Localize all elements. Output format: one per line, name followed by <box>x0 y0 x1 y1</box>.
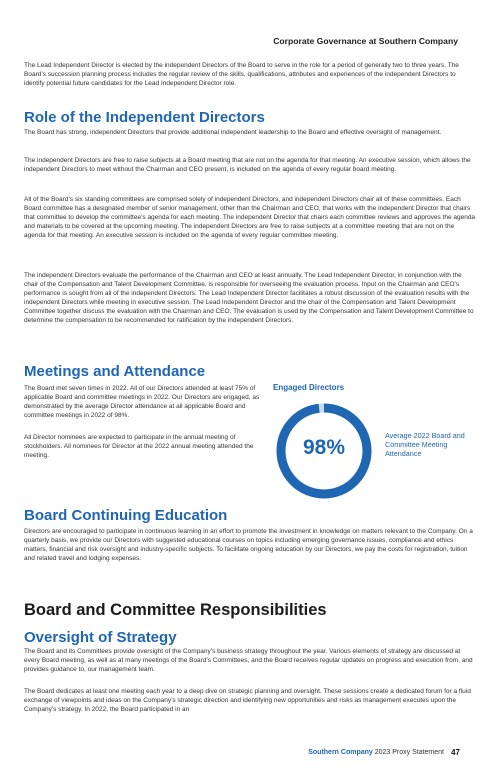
meetings-heading: Meetings and Attendance <box>24 363 206 380</box>
engaged-directors-title: Engaged Directors <box>273 383 345 392</box>
meetings-paragraph-1: The Board met seven times in 2022. All of our Directors attended at least 75% of applicable Board and committee meetings in 2022. Our Directors are engaged, as demonstrated by the average Director attendance at all applicable Board and committee meetings in 2022 of 98%. <box>24 385 260 419</box>
strategy-heading: Oversight of Strategy <box>24 629 177 646</box>
strategy-paragraph-2: The Board dedicates at least one meeting each year to a deep dive on strategic planning and oversight. These sessions create a dedicated forum for a fluid exchange of viewpoints and ideas on the Company’s strategic direction and identifying new opportunities and risks as management executes upon the Company’s strategy. In 2022, the Board participated in an <box>24 688 471 713</box>
footer-doc: 2023 Proxy Statement <box>374 749 444 756</box>
attendance-percent: 98% <box>302 436 346 459</box>
role-heading: Role of the Independent Directors <box>24 109 265 126</box>
page-number: 47 <box>451 748 460 757</box>
attendance-caption: Average 2022 Board and Committee Meeting Attendance <box>385 431 465 458</box>
footer-doc-title <box>308 749 444 756</box>
role-paragraph-1: The Board has strong, independent Directors that provide additional independent leadership to the Board and effective oversight of management. <box>24 129 442 136</box>
role-paragraph-2: The independent Directors are free to raise subjects at a Board meeting that are not on the agenda for that meeting. An executive session, which allows the independent Directors to meet without the Chairman and CEO present, is included on the agenda of every regular board meeting. <box>24 157 471 173</box>
meetings-paragraph-2: All Director nominees are expected to participate in the annual meeting of stockholders. All nominees for Director at the 2022 annual meeting attended the meeting. <box>24 434 254 459</box>
education-paragraph: Directors are encouraged to participate in continuous learning in an effort to promote the investment in knowledge on matters relevant to the Company. On a quarterly basis, we provide our Directors with suggested educational courses on topics including emerging governance issues, compliance and ethics matters, financial and risk oversight and industry-specific subjects. To facilitate ongoing education by our Directors, we pay the costs for registration, tuition and related travel and lodging expenses. <box>24 528 473 562</box>
responsibilities-heading: Board and Committee Responsibilities <box>24 601 327 619</box>
education-heading: Board Continuing Education <box>24 507 228 524</box>
footer-brand: Southern Company <box>308 749 373 756</box>
running-header: Corporate Governance at Southern Company <box>273 36 458 46</box>
intro-paragraph: The Lead Independent Director is elected by the independent Directors of the Board to serve in the role for a period of generally two to three years. The Board’s succession planning process includes the regular review of the skills, qualifications, attributes and experiences of the independent Directors to identify potential future candidates for the Lead Independent Director role. <box>24 62 459 87</box>
strategy-paragraph-1: The Board and its Committees provide oversight of the Company’s business strategy throughout the year. Various elements of strategy are discussed at every Board meeting, as well as at many meetings of the Board’s Committees, and the Board receives regular updates on progress and execution from, and provides guidance to, our management team. <box>24 648 473 673</box>
role-paragraph-3: All of the Board’s six standing committees are comprised solely of independent Directors, and independent Directors chair all of these committees. Each Board committee has a designated member of senior management, other than the Chairman and CEO, that works with the independent Director that chairs that committee to develop the committee’s agenda for each meeting. The independent Director that chairs each committee reviews and approves the agenda and materials to be covered at the upcoming meeting. The independent Directors are free to raise subjects at a committee meeting that are not on the agenda for that meeting. An executive session is included on the agenda of every regular committee meeting. <box>24 196 476 239</box>
role-paragraph-4: The independent Directors evaluate the performance of the Chairman and CEO at least annually. The Lead Independent Director, in conjunction with the chair of the Compensation and Talent Development Committee, is responsible for overseeing the evaluation process. Input on the Chairman and CEO’s performance is sought from all of the independent Directors. The Lead Independent Director facilitates a robust discussion of the evaluation results with the independent Directors while meeting in executive session. The Lead Independent Director and the chair of the Compensation and Talent Development Committee together discuss the evaluation with the Chairman and CEO. The evaluation is used by the Compensation and Talent Development Committee to determine the compensation to be recommended for ratification by the independent Directors. <box>24 272 474 324</box>
